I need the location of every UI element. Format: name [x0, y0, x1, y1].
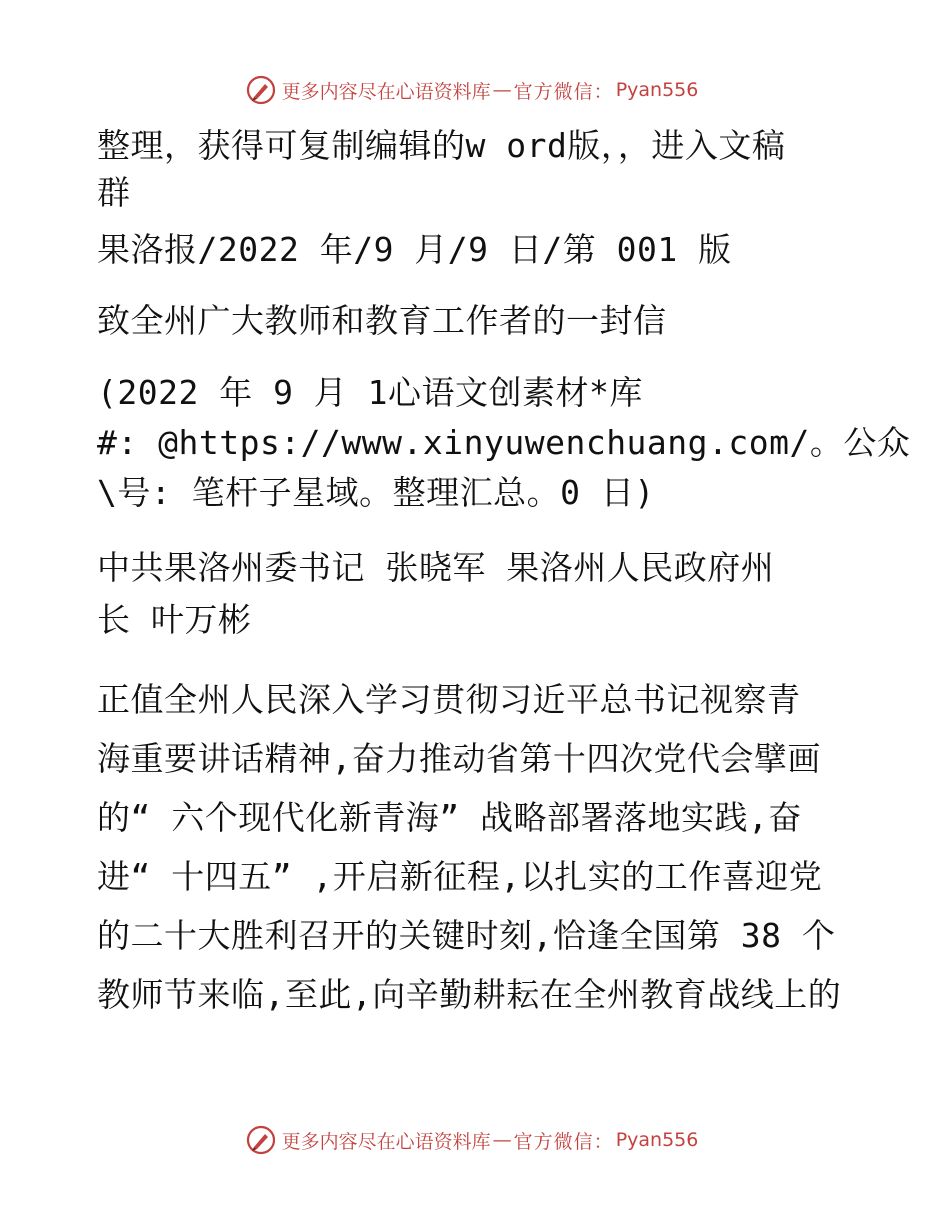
watermark-text: 更多内容尽在心语资料库 [281, 80, 491, 103]
pen-logo-icon [246, 1125, 276, 1155]
body-line: 正值全州人民深入学习贯彻习近平总书记视察青 [97, 680, 801, 719]
watermark-id: Pyan556 [615, 79, 699, 101]
body-line: 海重要讲话精神,奋力推动省第十四次党代会擘画 [97, 739, 821, 778]
watermark-label: 官方微信： [513, 1130, 614, 1153]
date-line-3: \号: 笔杆子星域。整理汇总。0 日) [97, 473, 655, 512]
watermark-id: Pyan556 [615, 1129, 699, 1151]
body-line: 的“ 六个现代化新青海” 战略部署落地实践,奋 [97, 798, 802, 837]
pen-logo-icon [246, 75, 276, 105]
body-line: 的二十大胜利召开的关键时刻,恰逢全国第 38 个 [97, 916, 836, 955]
date-block [97, 368, 911, 518]
intro-paragraph [97, 122, 857, 216]
document-title [97, 297, 857, 344]
watermark-label: 官方微信： [513, 80, 614, 103]
source-line [97, 226, 857, 273]
authors-line-1: 中共果洛州委书记 张晓军 果洛州人民政府州 [97, 548, 775, 587]
date-line-2: #: @https://www.xinyuwenchuang.com/。公众 [97, 423, 911, 462]
watermark-separator: — [492, 1129, 512, 1151]
intro-line-2: 群 [97, 173, 131, 212]
authors-line-2: 长 叶万彬 [97, 600, 252, 639]
footer-watermark [0, 1122, 950, 1158]
document-content [97, 122, 911, 1024]
source-text: 果洛报/2022 年/9 月/9 日/第 001 版 [97, 230, 732, 269]
date-line-1: (2022 年 9 月 1心语文创素材*库 [97, 373, 643, 412]
body-line: 教师节来临,至此,向辛勤耕耘在全州教育战线上的 [97, 975, 842, 1014]
watermark-separator: — [492, 79, 512, 101]
authors-block [97, 542, 857, 646]
body-line: 进“ 十四五” ,开启新征程,以扎实的工作喜迎党 [97, 857, 823, 896]
letter-body [97, 670, 857, 1024]
header-watermark [0, 72, 950, 108]
watermark-text: 更多内容尽在心语资料库 [281, 1130, 491, 1153]
intro-line-1: 整理，获得可复制编辑的w ord版，，进入文稿 [97, 126, 786, 165]
title-text: 致全州广大教师和教育工作者的一封信 [97, 301, 667, 340]
